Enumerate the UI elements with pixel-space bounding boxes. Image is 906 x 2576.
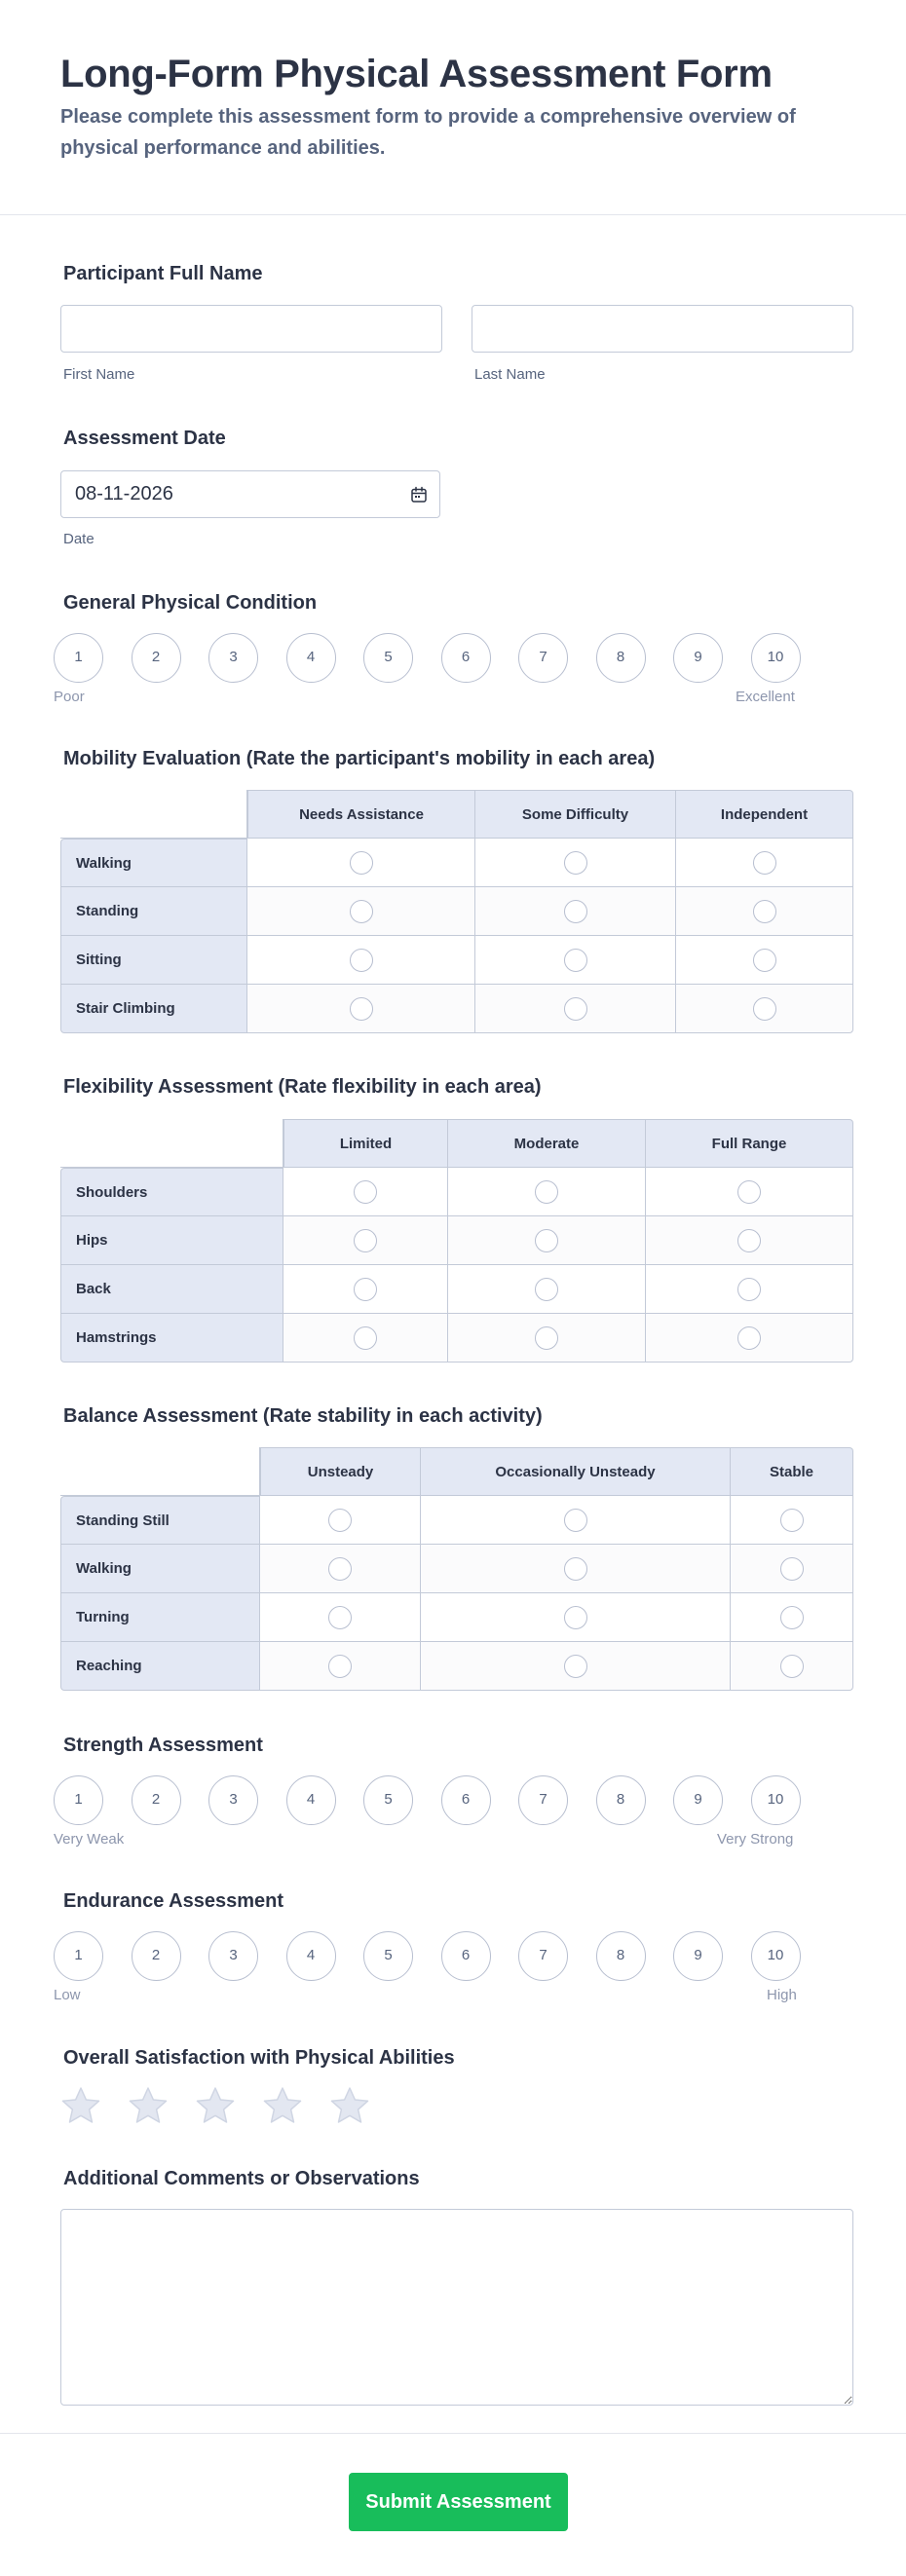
matrix-cell: [731, 1545, 853, 1593]
general-condition-option-3[interactable]: 3: [208, 633, 258, 683]
matrix-cell: [421, 1593, 731, 1642]
radio-button[interactable]: [535, 1326, 558, 1350]
radio-button[interactable]: [564, 851, 587, 875]
matrix-row: [60, 936, 853, 985]
matrix-cell: [646, 1314, 853, 1363]
radio-button[interactable]: [328, 1655, 352, 1678]
matrix-cell: [731, 1593, 853, 1642]
matrix-cell: [247, 936, 475, 985]
last-name-sublabel: Last Name: [474, 366, 546, 383]
matrix-row: [60, 1496, 853, 1545]
radio-button[interactable]: [780, 1606, 804, 1629]
radio-button[interactable]: [737, 1229, 761, 1252]
matrix-row: [60, 1168, 853, 1216]
form-title: Long-Form Physical Assessment Form: [60, 53, 773, 95]
endurance-option-8[interactable]: 8: [596, 1931, 646, 1981]
balance-matrix: [60, 1447, 853, 1691]
general-condition-option-1[interactable]: 1: [54, 633, 103, 683]
matrix-row-label: Hamstrings: [60, 1314, 283, 1363]
mobility-matrix: [60, 790, 853, 1033]
matrix-cell: [283, 1168, 448, 1216]
matrix-row: [60, 1545, 853, 1593]
strength-option-6[interactable]: 6: [441, 1775, 491, 1825]
radio-button[interactable]: [350, 949, 373, 972]
radio-button[interactable]: [354, 1278, 377, 1301]
full-name-label: Participant Full Name: [63, 263, 263, 284]
general-condition-option-8[interactable]: 8: [596, 633, 646, 683]
matrix-cell: [283, 1216, 448, 1265]
matrix-column-header: Moderate: [448, 1119, 646, 1168]
radio-button[interactable]: [564, 900, 587, 923]
radio-button[interactable]: [535, 1180, 558, 1204]
matrix-cell: [676, 985, 853, 1033]
general-condition-option-5[interactable]: 5: [363, 633, 413, 683]
star-icon[interactable]: [262, 2086, 303, 2125]
star-icon[interactable]: [329, 2086, 370, 2125]
date-input[interactable]: [60, 470, 440, 518]
general-condition-option-4[interactable]: 4: [286, 633, 336, 683]
strength-option-5[interactable]: 5: [363, 1775, 413, 1825]
strength-option-3[interactable]: 3: [208, 1775, 258, 1825]
matrix-row: [60, 1314, 853, 1363]
radio-button[interactable]: [535, 1278, 558, 1301]
radio-button[interactable]: [354, 1180, 377, 1204]
matrix-cell: [475, 985, 676, 1033]
radio-button[interactable]: [737, 1180, 761, 1204]
matrix-cell: [260, 1545, 421, 1593]
matrix-cell: [475, 936, 676, 985]
general-condition-option-7[interactable]: 7: [518, 633, 568, 683]
endurance-low-label: Low: [54, 1987, 81, 2003]
calendar-icon[interactable]: [410, 486, 428, 504]
strength-label: Strength Assessment: [63, 1735, 263, 1756]
radio-button[interactable]: [354, 1229, 377, 1252]
general-condition-label: General Physical Condition: [63, 592, 318, 614]
satisfaction-label: Overall Satisfaction with Physical Abilities: [63, 2047, 455, 2069]
radio-button[interactable]: [535, 1229, 558, 1252]
matrix-cell: [676, 936, 853, 985]
flexibility-matrix: [60, 1119, 853, 1363]
matrix-cell: [421, 1642, 731, 1691]
matrix-column-header: Independent: [676, 790, 853, 839]
comments-textarea[interactable]: [60, 2209, 853, 2406]
form-header: [0, 0, 906, 215]
balance-label: Balance Assessment (Rate stability in each activity): [63, 1405, 543, 1427]
radio-button[interactable]: [753, 997, 776, 1021]
matrix-row-label: Standing: [60, 887, 247, 936]
matrix-column-header: Some Difficulty: [475, 790, 676, 839]
radio-button[interactable]: [753, 851, 776, 875]
matrix-row-label: Standing Still: [60, 1496, 260, 1545]
matrix-column-header: Limited: [283, 1119, 448, 1168]
matrix-cell: [646, 1168, 853, 1216]
radio-button[interactable]: [753, 900, 776, 923]
matrix-column-header: Unsteady: [260, 1447, 421, 1496]
strength-option-4[interactable]: 4: [286, 1775, 336, 1825]
radio-button[interactable]: [564, 997, 587, 1021]
endurance-option-1[interactable]: 1: [54, 1931, 103, 1981]
first-name-sublabel: First Name: [63, 366, 135, 383]
strength-high-label: Very Strong: [717, 1831, 794, 1848]
matrix-row-label: Turning: [60, 1593, 260, 1642]
strength-option-9[interactable]: 9: [673, 1775, 723, 1825]
matrix-cell: [260, 1593, 421, 1642]
radio-button[interactable]: [564, 1557, 587, 1581]
radio-button[interactable]: [328, 1557, 352, 1581]
general-condition-option-9[interactable]: 9: [673, 633, 723, 683]
radio-button[interactable]: [564, 949, 587, 972]
radio-button[interactable]: [780, 1655, 804, 1678]
radio-button[interactable]: [780, 1509, 804, 1532]
star-icon[interactable]: [195, 2086, 236, 2125]
date-sublabel: Date: [63, 531, 94, 547]
matrix-cell: [448, 1314, 646, 1363]
radio-button[interactable]: [328, 1606, 352, 1629]
radio-button[interactable]: [350, 900, 373, 923]
matrix-cell: [421, 1545, 731, 1593]
matrix-column-header: Stable: [731, 1447, 853, 1496]
form-description: Please complete this assessment form to provide a comprehensive overview of physical performance and abilities.: [60, 106, 796, 159]
endurance-option-9[interactable]: 9: [673, 1931, 723, 1981]
matrix-cell: [448, 1216, 646, 1265]
matrix-corner: [60, 1119, 283, 1168]
matrix-row: [60, 1593, 853, 1642]
endurance-option-2[interactable]: 2: [132, 1931, 181, 1981]
matrix-row: [60, 839, 853, 887]
matrix-cell: [260, 1496, 421, 1545]
radio-button[interactable]: [780, 1557, 804, 1581]
endurance-high-label: High: [767, 1987, 797, 2003]
assessment-date-label: Assessment Date: [63, 428, 226, 449]
strength-low-label: Very Weak: [54, 1831, 125, 1848]
matrix-row: [60, 1265, 853, 1314]
general-condition-option-10[interactable]: 10: [751, 633, 801, 683]
endurance-option-7[interactable]: 7: [518, 1931, 568, 1981]
matrix-row: [60, 887, 853, 936]
strength-option-8[interactable]: 8: [596, 1775, 646, 1825]
matrix-row-label: Reaching: [60, 1642, 260, 1691]
matrix-column-header: Full Range: [646, 1119, 853, 1168]
form-footer: [0, 2433, 906, 2576]
radio-button[interactable]: [350, 851, 373, 875]
radio-button[interactable]: [753, 949, 776, 972]
matrix-cell: [676, 839, 853, 887]
matrix-row-label: Shoulders: [60, 1168, 283, 1216]
satisfaction-star-rating: [60, 2086, 392, 2125]
matrix-column-header: Occasionally Unsteady: [421, 1447, 731, 1496]
date-value: 08-11-2026: [75, 483, 173, 504]
matrix-row-label: Back: [60, 1265, 283, 1314]
matrix-row-label: Hips: [60, 1216, 283, 1265]
endurance-option-6[interactable]: 6: [441, 1931, 491, 1981]
endurance-option-10[interactable]: 10: [751, 1931, 801, 1981]
radio-button[interactable]: [737, 1278, 761, 1301]
general-condition-option-6[interactable]: 6: [441, 633, 491, 683]
radio-button[interactable]: [354, 1326, 377, 1350]
radio-button[interactable]: [328, 1509, 352, 1532]
matrix-row-label: Sitting: [60, 936, 247, 985]
matrix-cell: [646, 1216, 853, 1265]
matrix-corner: [60, 790, 247, 839]
radio-button[interactable]: [564, 1655, 587, 1678]
matrix-cell: [247, 985, 475, 1033]
star-icon[interactable]: [60, 2086, 101, 2125]
general-condition-option-2[interactable]: 2: [132, 633, 181, 683]
matrix-row: [60, 1216, 853, 1265]
mobility-label: Mobility Evaluation (Rate the participant's mobility in each area): [63, 748, 656, 769]
matrix-row-label: Walking: [60, 1545, 260, 1593]
matrix-cell: [421, 1496, 731, 1545]
matrix-cell: [247, 839, 475, 887]
matrix-row: [60, 1642, 853, 1691]
radio-button[interactable]: [564, 1606, 587, 1629]
matrix-row-label: Walking: [60, 839, 247, 887]
star-icon[interactable]: [128, 2086, 169, 2125]
strength-option-10[interactable]: 10: [751, 1775, 801, 1825]
matrix-cell: [475, 839, 676, 887]
matrix-cell: [283, 1265, 448, 1314]
last-name-input[interactable]: [472, 305, 853, 353]
matrix-cell: [475, 887, 676, 936]
matrix-cell: [247, 887, 475, 936]
general-condition-high-label: Excellent: [736, 689, 795, 705]
submit-button[interactable]: Submit Assessment: [349, 2473, 568, 2531]
strength-option-1[interactable]: 1: [54, 1775, 103, 1825]
matrix-cell: [731, 1642, 853, 1691]
endurance-label: Endurance Assessment: [63, 1890, 284, 1912]
matrix-column-header: Needs Assistance: [247, 790, 475, 839]
endurance-option-3[interactable]: 3: [208, 1931, 258, 1981]
matrix-corner: [60, 1447, 260, 1496]
endurance-option-4[interactable]: 4: [286, 1931, 336, 1981]
matrix-cell: [448, 1168, 646, 1216]
radio-button[interactable]: [564, 1509, 587, 1532]
matrix-cell: [283, 1314, 448, 1363]
endurance-option-5[interactable]: 5: [363, 1931, 413, 1981]
radio-button[interactable]: [737, 1326, 761, 1350]
flexibility-label: Flexibility Assessment (Rate flexibility in each area): [63, 1076, 542, 1098]
matrix-cell: [731, 1496, 853, 1545]
strength-option-7[interactable]: 7: [518, 1775, 568, 1825]
comments-label: Additional Comments or Observations: [63, 2168, 420, 2189]
matrix-cell: [260, 1642, 421, 1691]
first-name-input[interactable]: [60, 305, 442, 353]
matrix-cell: [448, 1265, 646, 1314]
matrix-cell: [646, 1265, 853, 1314]
matrix-row: [60, 985, 853, 1033]
general-condition-low-label: Poor: [54, 689, 85, 705]
strength-option-2[interactable]: 2: [132, 1775, 181, 1825]
matrix-row-label: Stair Climbing: [60, 985, 247, 1033]
matrix-cell: [676, 887, 853, 936]
radio-button[interactable]: [350, 997, 373, 1021]
